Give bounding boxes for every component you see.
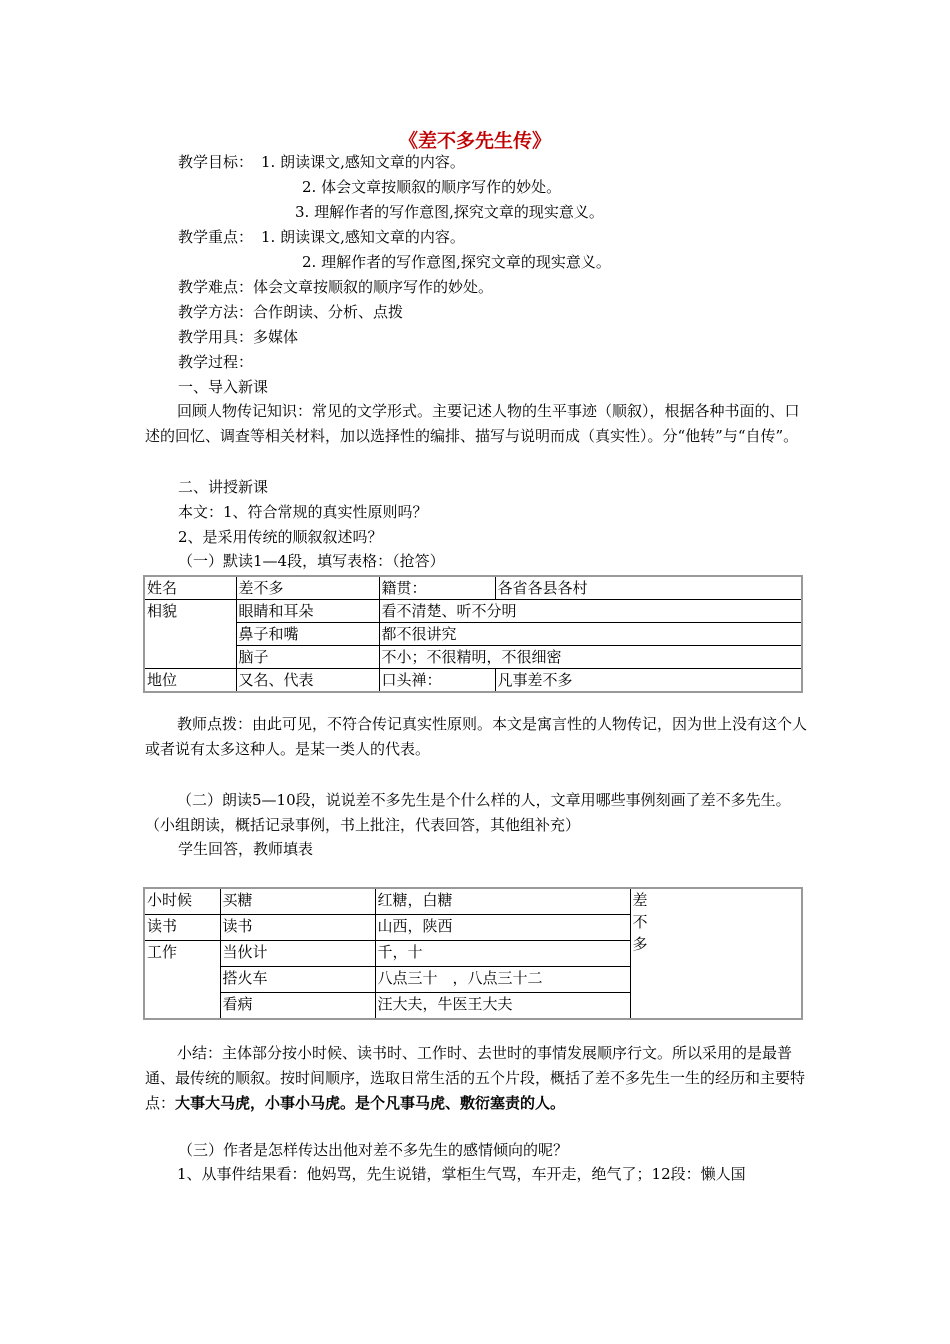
events-table [143,887,803,1020]
table-row [144,646,802,669]
table-cell: 不小；不很精明，不很细密 [379,646,802,669]
table-cell: 买糖 [220,888,375,915]
table-cell: 工作 [144,941,220,1020]
table-cell: 姓名 [144,576,236,600]
table-cell: 又名、代表 [236,669,379,693]
section-1-heading: 一、导入新课 [178,378,269,396]
table-cell: 搭火车 [220,967,375,993]
table-cell: 看不清楚、听不分明 [379,600,802,623]
table-row [144,623,802,646]
table-row [144,600,802,623]
table-cell: 籍贯： [379,576,495,600]
question-2: 2、是采用传统的顺叙叙述吗？ [178,528,383,546]
table-cell: 山西，陕西 [375,915,630,941]
side-char: 差 [632,891,648,909]
objectives-label: 教学目标： [178,153,254,171]
side-char: 多 [632,935,648,953]
table-cell: 地位 [144,669,236,693]
section-2-heading: 二、讲授新课 [178,478,269,496]
table-cell: 读书 [220,915,375,941]
summary-emphasis: 大事大马虎，小事小马虎。是个凡事马虎、敷衍塞责的人。 [175,1094,566,1112]
question-1: 本文：1、符合常规的真实性原则吗？ [178,503,428,521]
page-title: 《差不多先生传》 [398,130,551,152]
teacher-note: 教师点拨：由此可见，不符合传记真实性原则。本文是寓言性的人物传记，因为世上没有这个人或者说有太多这种人。是某一类人的代表。 [145,715,808,758]
table-row [144,576,802,600]
summary-paragraph: 小结：主体部分按小时候、读书时、工作时、去世时的事情发展顺序行文。所以采用的是最普通、最传统的顺叙。按时间顺序，选取日常生活的五个片段，概括了差不多先生一生的经历和主要特点：大事大马虎，小事小马虎。是个凡事马虎、敷衍塞责的人。 [145,1044,806,1112]
item-1-paragraph: 1、从事件结果看：他妈骂，先生说错，掌柜生气骂，车开走，绝气了；12段：懒人国 [177,1165,746,1183]
objective-1: 1. 朗读课文,感知文章的内容。 [261,153,465,171]
keypoint-1: 1. 朗读课文,感知文章的内容。 [261,228,465,246]
table-cell: 差不多 [236,576,379,600]
character-profile-table [143,575,803,693]
side-char: 不 [632,913,648,931]
table-cell: 凡事差不多 [495,669,802,693]
table-cell: 脑子 [236,646,379,669]
table-cell: 汪大夫，牛医王大夫 [375,993,630,1020]
table-cell: 口头禅： [379,669,495,693]
table-cell: 鼻子和嘴 [236,623,379,646]
review-paragraph: 回顾人物传记知识：常见的文学形式。主要记述人物的生平事迹（顺叙），根据各种书面的、口述的回忆、调查等相关材料，加以选择性的编排、描写与说明而成（真实性）。分“他转”与“自传”。 [145,402,800,445]
table-cell: 相貌 [144,600,236,669]
table-cell: 红糖，白糖 [375,888,630,915]
objective-3: 3. 理解作者的写作意图,探究文章的现实意义。 [295,203,604,221]
table-cell: 眼睛和耳朵 [236,600,379,623]
keypoints-label: 教学重点： [178,228,254,246]
difficulty: 教学难点：体会文章按顺叙的顺序写作的妙处。 [178,278,494,296]
keypoint-2: 2. 理解作者的写作意图,探究文章的现实意义。 [302,253,611,271]
part-3-heading: （三）作者是怎样传达出他对差不多先生的感情倾向的呢？ [178,1141,569,1159]
table-cell: 当伙计 [220,941,375,967]
table-cell: 小时候 [144,888,220,915]
student-answer-note: 学生回答，教师填表 [178,840,314,858]
table-cell: 看病 [220,993,375,1020]
table-row [144,669,802,693]
side-label-cell [630,888,802,1019]
part-1-heading: （一）默读1—4段，填写表格：（抢答） [178,552,445,570]
tools: 教学用具：多媒体 [178,328,299,346]
table-cell: 八点三十 ，八点三十二 [375,967,630,993]
table-cell: 读书 [144,915,220,941]
part-2-paragraph: （二）朗读5—10段，说说差不多先生是个什么样的人，文章用哪些事例刻画了差不多先生。（小组朗读，概括记录事例，书上批注，代表回答，其他组补充） [145,791,791,834]
method: 教学方法：合作朗读、分析、点拨 [178,303,404,321]
objective-2: 2. 体会文章按顺叙的顺序写作的妙处。 [302,178,562,196]
process-heading: 教学过程： [178,353,254,371]
table-cell: 各省各县各村 [495,576,802,600]
table-cell: 千，十 [375,941,630,967]
table-row [144,888,802,915]
table-cell: 都不很讲究 [379,623,802,646]
